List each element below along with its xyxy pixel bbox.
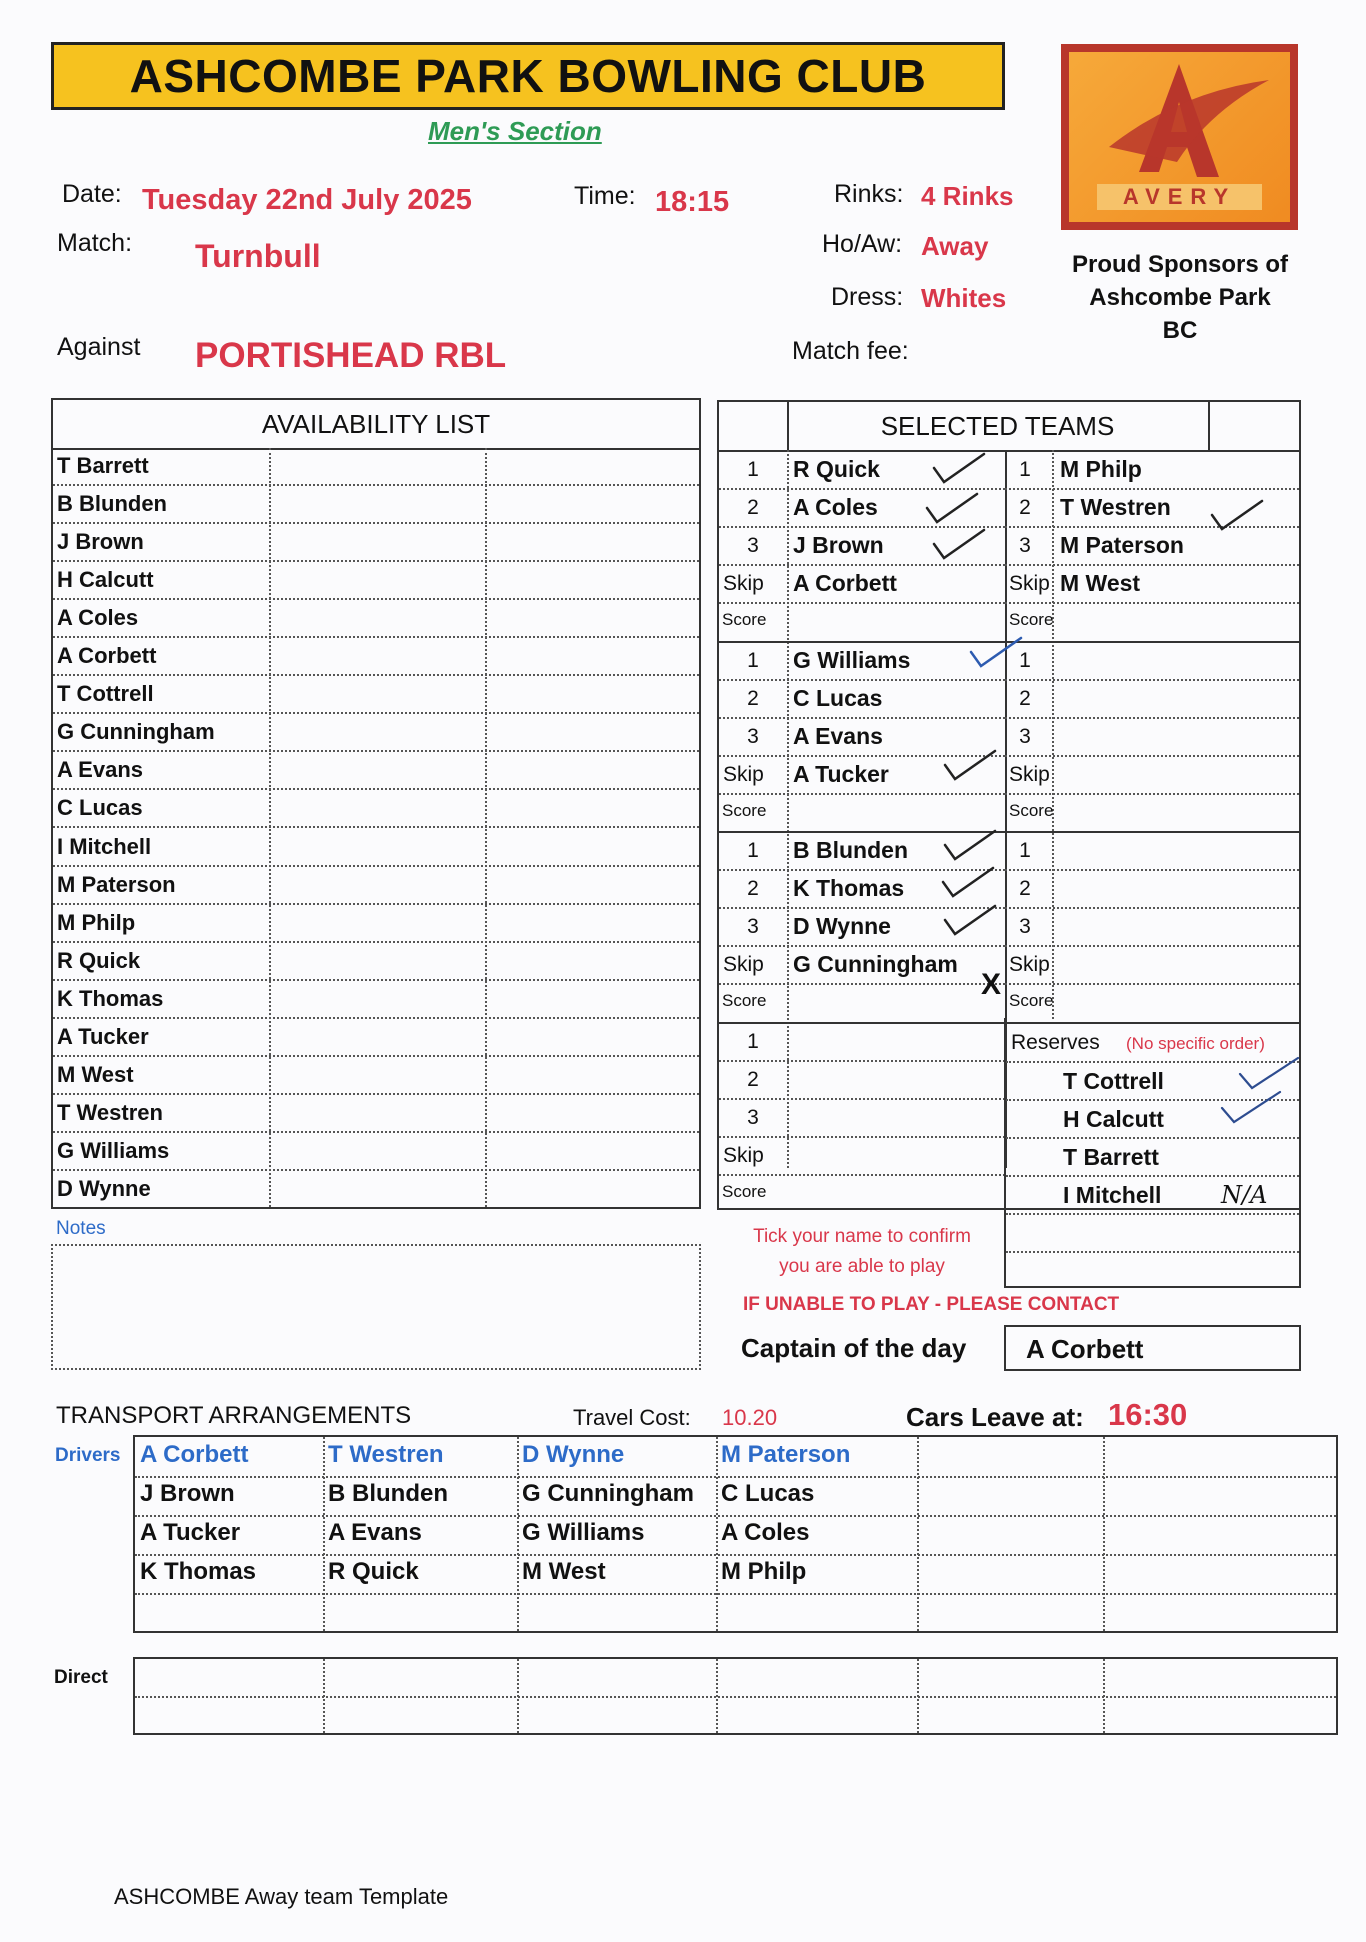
- avery-logo: [1061, 44, 1298, 230]
- position-label: 3: [1019, 915, 1031, 939]
- cars-leave-label: Cars Leave at:: [906, 1402, 1084, 1432]
- position-label: 1: [747, 458, 759, 481]
- passenger-name: M Philp: [721, 1558, 807, 1585]
- dress-label: Dress:: [831, 283, 904, 311]
- member-name: H Calcutt: [57, 567, 154, 593]
- position-label: 2: [1019, 686, 1031, 710]
- row-divider: [1006, 1251, 1299, 1253]
- member-name: A Corbett: [57, 643, 157, 669]
- reserves-box: [1004, 1018, 1301, 1288]
- sponsor-line: BC: [1162, 317, 1198, 344]
- member-name: T Cottrell: [57, 681, 154, 707]
- row-divider: [719, 717, 1005, 719]
- position-label: 3: [747, 534, 759, 558]
- position-label: 2: [1019, 496, 1031, 520]
- row-divider: [719, 1098, 1005, 1100]
- selected-player: G Cunningham: [793, 951, 958, 978]
- passenger-name: A Evans: [328, 1519, 422, 1546]
- row-divider: [1005, 907, 1299, 909]
- member-name: I Mitchell: [57, 833, 152, 859]
- availability-row: [53, 1019, 699, 1057]
- tick-mark-icon: [928, 450, 990, 490]
- position-label: 1: [1019, 648, 1031, 672]
- row-divider: [719, 679, 1005, 681]
- rinks-value: 4 Rinks: [921, 181, 1014, 211]
- member-name: M Paterson: [57, 871, 176, 897]
- row-divider: [1006, 1137, 1299, 1139]
- member-name: D Wynne: [57, 1175, 151, 1201]
- row-divider: [1005, 679, 1299, 681]
- row-divider: [135, 1554, 1336, 1556]
- captain-box: [1004, 1325, 1301, 1371]
- selected-player: J Brown: [793, 532, 884, 559]
- skip-label: Skip: [723, 953, 764, 977]
- passenger-name: R Quick: [328, 1558, 419, 1585]
- score-label: Score: [1009, 991, 1054, 1011]
- selected-player: M Paterson: [1060, 532, 1184, 559]
- row-divider: [135, 1593, 1336, 1595]
- availability-row: [53, 1171, 699, 1209]
- position-label: 2: [747, 496, 759, 520]
- travel-cost-label: Travel Cost:: [573, 1405, 691, 1430]
- availability-row: [53, 905, 699, 943]
- selected-player: M Philp: [1060, 456, 1142, 482]
- position-label: 2: [747, 1067, 759, 1091]
- passenger-name: J Brown: [140, 1480, 235, 1507]
- row-divider: [1005, 793, 1299, 795]
- availability-row: [53, 1057, 699, 1095]
- passenger-name: B Blunden: [328, 1480, 448, 1507]
- score-label: Score: [1009, 800, 1054, 820]
- member-name: A Coles: [57, 605, 139, 631]
- hoaw-label: Ho/Aw:: [822, 230, 903, 258]
- date-value: Tuesday 22nd July 2025: [142, 184, 472, 216]
- selected-player: R Quick: [793, 456, 880, 482]
- member-name: J Brown: [57, 529, 144, 555]
- captain-value: A Corbett: [1026, 1334, 1144, 1364]
- availability-row: [53, 867, 699, 905]
- time-label: Time:: [574, 182, 636, 210]
- tick-mark-icon: [965, 634, 1027, 674]
- passenger-name: K Thomas: [140, 1558, 257, 1585]
- position-label: 3: [1019, 724, 1031, 748]
- row-divider: [135, 1476, 1336, 1478]
- transport-table: [133, 1435, 1338, 1633]
- selected-title: SELECTED TEAMS: [880, 411, 1115, 441]
- member-name: M West: [57, 1061, 134, 1087]
- member-name: K Thomas: [57, 985, 164, 1011]
- selected-player: A Coles: [793, 494, 878, 521]
- member-name: B Blunden: [57, 491, 167, 517]
- column-divider: [1103, 1437, 1105, 1631]
- member-name: T Westren: [57, 1099, 163, 1125]
- availability-row: [53, 714, 699, 752]
- row-divider: [1005, 564, 1299, 566]
- hoaw-value: Away: [921, 231, 989, 261]
- passenger-name: G Cunningham: [522, 1480, 694, 1507]
- row-divider: [719, 1136, 1005, 1138]
- availability-row: [53, 981, 699, 1019]
- member-name: A Tucker: [57, 1023, 149, 1049]
- travel-cost-value: 10.20: [722, 1405, 778, 1430]
- score-label: Score: [722, 800, 767, 820]
- availability-row: [53, 676, 699, 714]
- skip-label: Skip: [1009, 762, 1050, 786]
- tick-line: you are able to play: [779, 1256, 945, 1277]
- score-label: Score: [722, 610, 767, 630]
- column-divider: [716, 1437, 718, 1631]
- availability-row: [53, 486, 699, 524]
- row-divider: [1005, 488, 1299, 490]
- passenger-name: G Williams: [522, 1519, 645, 1546]
- tick-mark-icon: [939, 827, 1001, 867]
- template-footer: ASHCOMBE Away team Template: [114, 1884, 449, 1909]
- member-name: M Philp: [57, 909, 136, 935]
- position-label: 1: [1019, 458, 1031, 481]
- tick-mark-icon: [939, 902, 1001, 942]
- availability-row: [53, 1095, 699, 1133]
- match-fee-label: Match fee:: [792, 337, 909, 365]
- availability-row: [53, 638, 699, 676]
- rinks-label: Rinks:: [834, 180, 904, 208]
- row-divider: [1005, 602, 1299, 604]
- member-name: C Lucas: [57, 795, 143, 821]
- logo-text: AVERY: [1097, 184, 1262, 210]
- availability-row: [53, 829, 699, 867]
- row-divider: [1006, 1213, 1299, 1215]
- passenger-name: M West: [522, 1558, 606, 1585]
- score-label: Score: [722, 1181, 767, 1201]
- score-label: Score: [722, 991, 767, 1011]
- selected-player: T Westren: [1060, 494, 1171, 521]
- availability-row: [53, 943, 699, 981]
- sponsor-text: [1050, 248, 1310, 347]
- tick-mark-icon: [939, 747, 1001, 787]
- row-divider: [1005, 755, 1299, 757]
- selected-player: G Williams: [793, 646, 911, 673]
- availability-row: [53, 600, 699, 638]
- unable-notice: IF UNABLE TO PLAY - PLEASE CONTACT: [743, 1294, 1120, 1315]
- dress-value: Whites: [921, 283, 1007, 313]
- availability-row: [53, 1133, 699, 1171]
- position-label: 1: [747, 1029, 759, 1053]
- sponsor-line: Ashcombe Park: [1089, 284, 1271, 311]
- match-value: Turnbull: [195, 238, 321, 274]
- reserves-note: (No specific order): [1126, 1034, 1265, 1053]
- tick-instructions: [717, 1222, 1007, 1282]
- cars-leave-value: 16:30: [1108, 1397, 1188, 1432]
- position-label: 3: [747, 1105, 759, 1129]
- column-divider: [323, 1437, 325, 1631]
- row-divider: [719, 1060, 1005, 1062]
- position-label: 1: [747, 839, 759, 862]
- selected-player: C Lucas: [793, 684, 883, 711]
- drivers-label: Drivers: [55, 1445, 121, 1466]
- row-divider: [719, 793, 1005, 795]
- against-value: PORTISHEAD RBL: [195, 336, 507, 375]
- passenger-name: C Lucas: [721, 1480, 815, 1507]
- captain-label: Captain of the day: [741, 1333, 967, 1363]
- row-divider: [135, 1696, 1336, 1698]
- row-divider: [135, 1515, 1336, 1517]
- skip-label: Skip: [723, 572, 764, 596]
- tick-line: Tick your name to confirm: [753, 1226, 971, 1247]
- availability-row: [53, 562, 699, 600]
- member-name: G Williams: [57, 1137, 170, 1163]
- reserve-player: T Cottrell: [1063, 1068, 1164, 1094]
- position-label: 3: [747, 915, 759, 939]
- direct-table: [133, 1657, 1338, 1735]
- selected-player: D Wynne: [793, 913, 891, 940]
- passenger-name: A Tucker: [140, 1519, 241, 1546]
- tick-mark-icon: [937, 864, 999, 904]
- against-label: Against: [57, 333, 141, 361]
- tick-mark-icon: [1216, 1088, 1286, 1128]
- availability-title: AVAILABILITY LIST: [53, 400, 699, 450]
- match-label: Match:: [57, 229, 133, 257]
- block-divider: [1005, 641, 1299, 643]
- row-divider: [1005, 983, 1299, 985]
- tick-mark-icon: [1206, 497, 1268, 537]
- tick-mark-icon: [921, 490, 983, 530]
- availability-row: [53, 790, 699, 828]
- driver-name: T Westren: [328, 1441, 444, 1468]
- cross-mark-icon: X: [981, 968, 1002, 1001]
- selected-player: B Blunden: [793, 837, 908, 863]
- reserve-player: H Calcutt: [1063, 1106, 1164, 1132]
- position-label: 1: [747, 648, 759, 672]
- column-divider: [517, 1437, 519, 1631]
- driver-name: M Paterson: [721, 1441, 851, 1468]
- reserve-player: T Barrett: [1063, 1144, 1159, 1170]
- row-divider: [719, 602, 1005, 604]
- reserve-player: I Mitchell: [1063, 1182, 1162, 1208]
- transport-title: TRANSPORT ARRANGEMENTS: [56, 1402, 412, 1429]
- availability-table: [51, 398, 701, 1209]
- position-label: 1: [1019, 839, 1031, 862]
- position-label: 3: [747, 724, 759, 748]
- row-divider: [719, 983, 1005, 985]
- skip-label: Skip: [723, 1143, 764, 1167]
- sponsor-line: Proud Sponsors of: [1072, 251, 1288, 278]
- block-divider: [1005, 831, 1299, 833]
- member-name: T Barrett: [57, 453, 149, 478]
- selected-player: M West: [1060, 570, 1141, 597]
- row-divider: [1005, 945, 1299, 947]
- time-value: 18:15: [655, 186, 730, 218]
- selected-player: K Thomas: [793, 875, 905, 902]
- row-divider: [1006, 1175, 1299, 1177]
- unavailable-annotation: N/A: [1221, 1181, 1268, 1209]
- score-label: Score: [1009, 610, 1054, 630]
- skip-label: Skip: [1009, 953, 1050, 977]
- selected-player: A Tucker: [793, 760, 889, 787]
- notes-label: Notes: [56, 1218, 106, 1239]
- availability-row: [53, 448, 699, 486]
- member-name: R Quick: [57, 947, 141, 973]
- driver-name: D Wynne: [522, 1441, 625, 1468]
- direct-label: Direct: [54, 1667, 108, 1688]
- selected-player: A Evans: [793, 722, 883, 749]
- row-divider: [719, 1174, 1005, 1176]
- block-divider: [719, 1022, 1005, 1024]
- passenger-name: A Coles: [721, 1519, 810, 1546]
- club-title: ASHCOMBE PARK BOWLING CLUB: [51, 42, 1005, 110]
- member-name: G Cunningham: [57, 719, 215, 745]
- member-name: A Evans: [57, 757, 144, 783]
- position-label: 3: [1019, 534, 1031, 558]
- availability-row: [53, 752, 699, 790]
- driver-name: A Corbett: [140, 1441, 249, 1468]
- position-label: 2: [747, 877, 759, 901]
- row-divider: [1005, 717, 1299, 719]
- block-divider: [719, 641, 1005, 643]
- skip-label: Skip: [723, 762, 764, 786]
- section-subtitle: Men's Section: [428, 116, 602, 146]
- notes-box[interactable]: [51, 1244, 701, 1370]
- date-label: Date:: [62, 180, 122, 208]
- row-divider: [1005, 869, 1299, 871]
- column-divider: [917, 1437, 919, 1631]
- reserves-label: Reserves: [1011, 1031, 1100, 1054]
- tick-mark-icon: [928, 526, 990, 566]
- position-label: 2: [747, 686, 759, 710]
- skip-label: Skip: [1009, 572, 1050, 596]
- row-divider: [719, 945, 1005, 947]
- availability-row: [53, 524, 699, 562]
- position-label: 2: [1019, 877, 1031, 901]
- selected-player: A Corbett: [793, 570, 897, 597]
